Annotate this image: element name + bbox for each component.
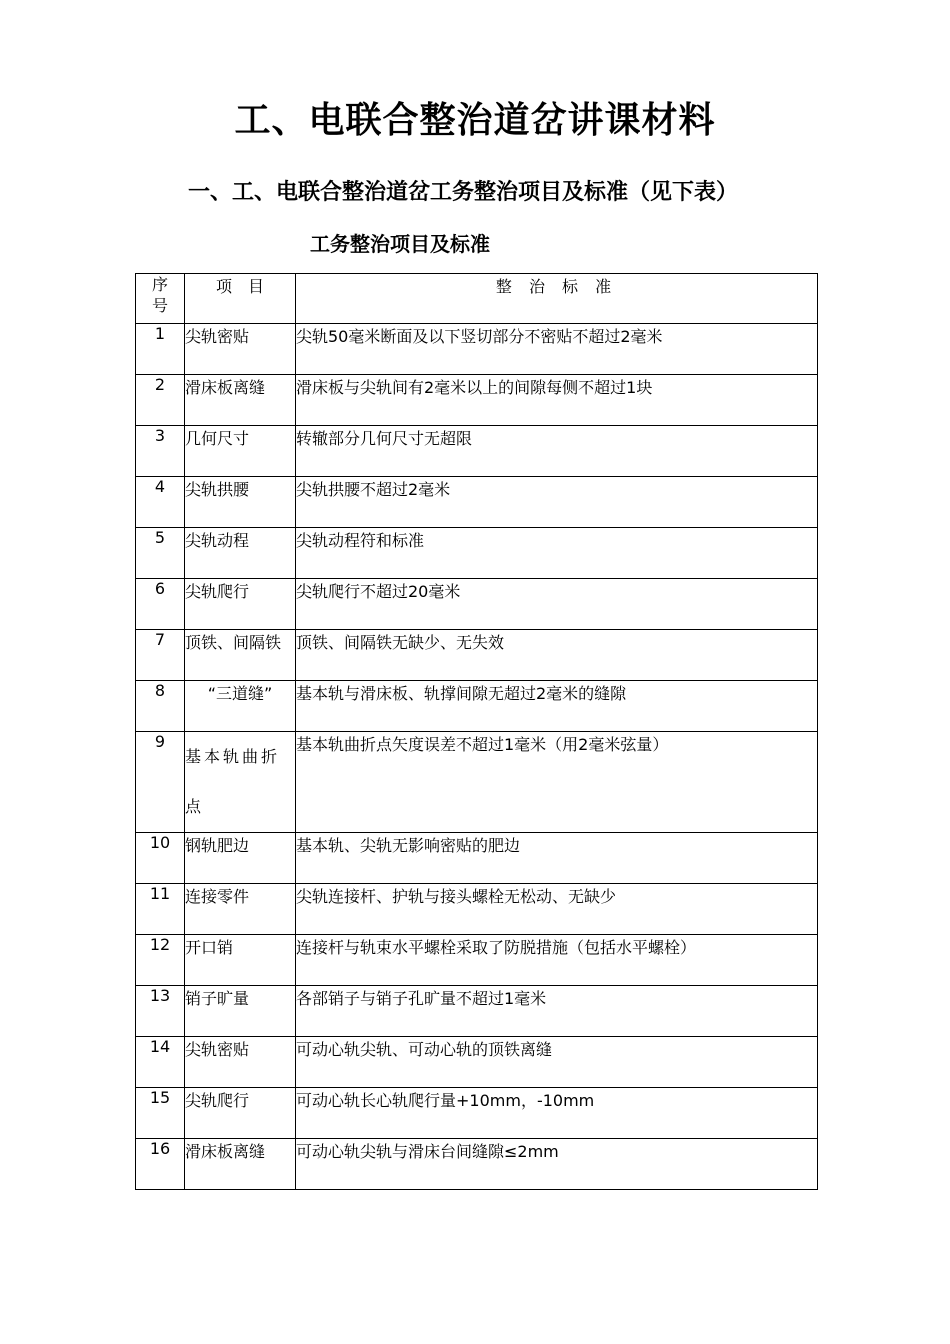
table-row	[136, 375, 818, 426]
table-row	[136, 1037, 818, 1088]
table-row	[136, 528, 818, 579]
row-standard: 顶铁、间隔铁无缺少、无失效	[296, 630, 818, 681]
table-row	[136, 426, 818, 477]
row-standard: 尖轨动程符和标准	[296, 528, 818, 579]
row-standard: 转辙部分几何尺寸无超限	[296, 426, 818, 477]
table-row	[136, 630, 818, 681]
row-number: 15	[136, 1088, 185, 1139]
header-cell-no	[136, 274, 185, 324]
row-number: 12	[136, 935, 185, 986]
row-number: 5	[136, 528, 185, 579]
row-number: 4	[136, 477, 185, 528]
row-item: 连接零件	[185, 884, 296, 935]
row-item: 尖轨拱腰	[185, 477, 296, 528]
row-standard: 可动心轨尖轨与滑床台间缝隙≤2mm	[296, 1139, 818, 1190]
row-item: 尖轨爬行	[185, 579, 296, 630]
row-number: 7	[136, 630, 185, 681]
row-standard: 滑床板与尖轨间有2毫米以上的间隙每侧不超过1块	[296, 375, 818, 426]
row-number: 14	[136, 1037, 185, 1088]
row-standard: 连接杆与轨束水平螺栓采取了防脱措施（包括水平螺栓）	[296, 935, 818, 986]
row-standard: 尖轨50毫米断面及以下竖切部分不密贴不超过2毫米	[296, 324, 818, 375]
row-standard: 基本轨曲折点矢度误差不超过1毫米（用2毫米弦量）	[296, 732, 818, 833]
row-item: 尖轨爬行	[185, 1088, 296, 1139]
row-item: 滑床板离缝	[185, 375, 296, 426]
table-row	[136, 1088, 818, 1139]
row-item: 钢轨肥边	[185, 833, 296, 884]
table-row	[136, 477, 818, 528]
header-no-label: 序号	[151, 275, 168, 315]
standards-table	[135, 273, 818, 1190]
header-cell-standard	[296, 274, 818, 324]
table-row	[136, 884, 818, 935]
table-caption: 工务整治项目及标准	[310, 232, 490, 256]
row-number: 13	[136, 986, 185, 1037]
row-item: 滑床板离缝	[185, 1139, 296, 1190]
row-item: 几何尺寸	[185, 426, 296, 477]
table-row	[136, 1139, 818, 1190]
row-standard: 可动心轨尖轨、可动心轨的顶铁离缝	[296, 1037, 818, 1088]
row-standard: 基本轨与滑床板、轨撑间隙无超过2毫米的缝隙	[296, 681, 818, 732]
document-title: 工、电联合整治道岔讲课材料	[234, 100, 716, 141]
row-item: 尖轨密贴	[185, 1037, 296, 1088]
table-row	[136, 732, 818, 833]
row-item: “三道缝”	[185, 681, 296, 732]
row-number: 2	[136, 375, 185, 426]
table-row	[136, 935, 818, 986]
header-cell-item	[185, 274, 296, 324]
table-row	[136, 579, 818, 630]
row-number: 9	[136, 732, 185, 833]
header-standard-label: 整 治 标 准	[495, 277, 618, 296]
row-number: 11	[136, 884, 185, 935]
row-number: 16	[136, 1139, 185, 1190]
row-number: 8	[136, 681, 185, 732]
row-item: 尖轨密贴	[185, 324, 296, 375]
row-number: 1	[136, 324, 185, 375]
row-item: 顶铁、间隔铁	[185, 630, 296, 681]
row-standard: 尖轨拱腰不超过2毫米	[296, 477, 818, 528]
table-row	[136, 681, 818, 732]
table-row	[136, 324, 818, 375]
table-row	[136, 986, 818, 1037]
table-row	[136, 833, 818, 884]
row-item: 开口销	[185, 935, 296, 986]
row-number: 10	[136, 833, 185, 884]
row-item: 尖轨动程	[185, 528, 296, 579]
row-standard: 各部销子与销子孔旷量不超过1毫米	[296, 986, 818, 1037]
section-heading: 一、工、电联合整治道岔工务整治项目及标准（见下表）	[188, 180, 739, 205]
row-standard: 基本轨、尖轨无影响密贴的肥边	[296, 833, 818, 884]
row-standard: 尖轨连接杆、护轨与接头螺栓无松动、无缺少	[296, 884, 818, 935]
row-number: 3	[136, 426, 185, 477]
table-header-row	[136, 274, 818, 324]
row-standard: 可动心轨长心轨爬行量+10mm，-10mm	[296, 1088, 818, 1139]
row-item: 基本轨曲折点	[185, 732, 296, 833]
header-item-label: 项 目	[215, 277, 264, 296]
row-number: 6	[136, 579, 185, 630]
row-standard: 尖轨爬行不超过20毫米	[296, 579, 818, 630]
row-item: 销子旷量	[185, 986, 296, 1037]
